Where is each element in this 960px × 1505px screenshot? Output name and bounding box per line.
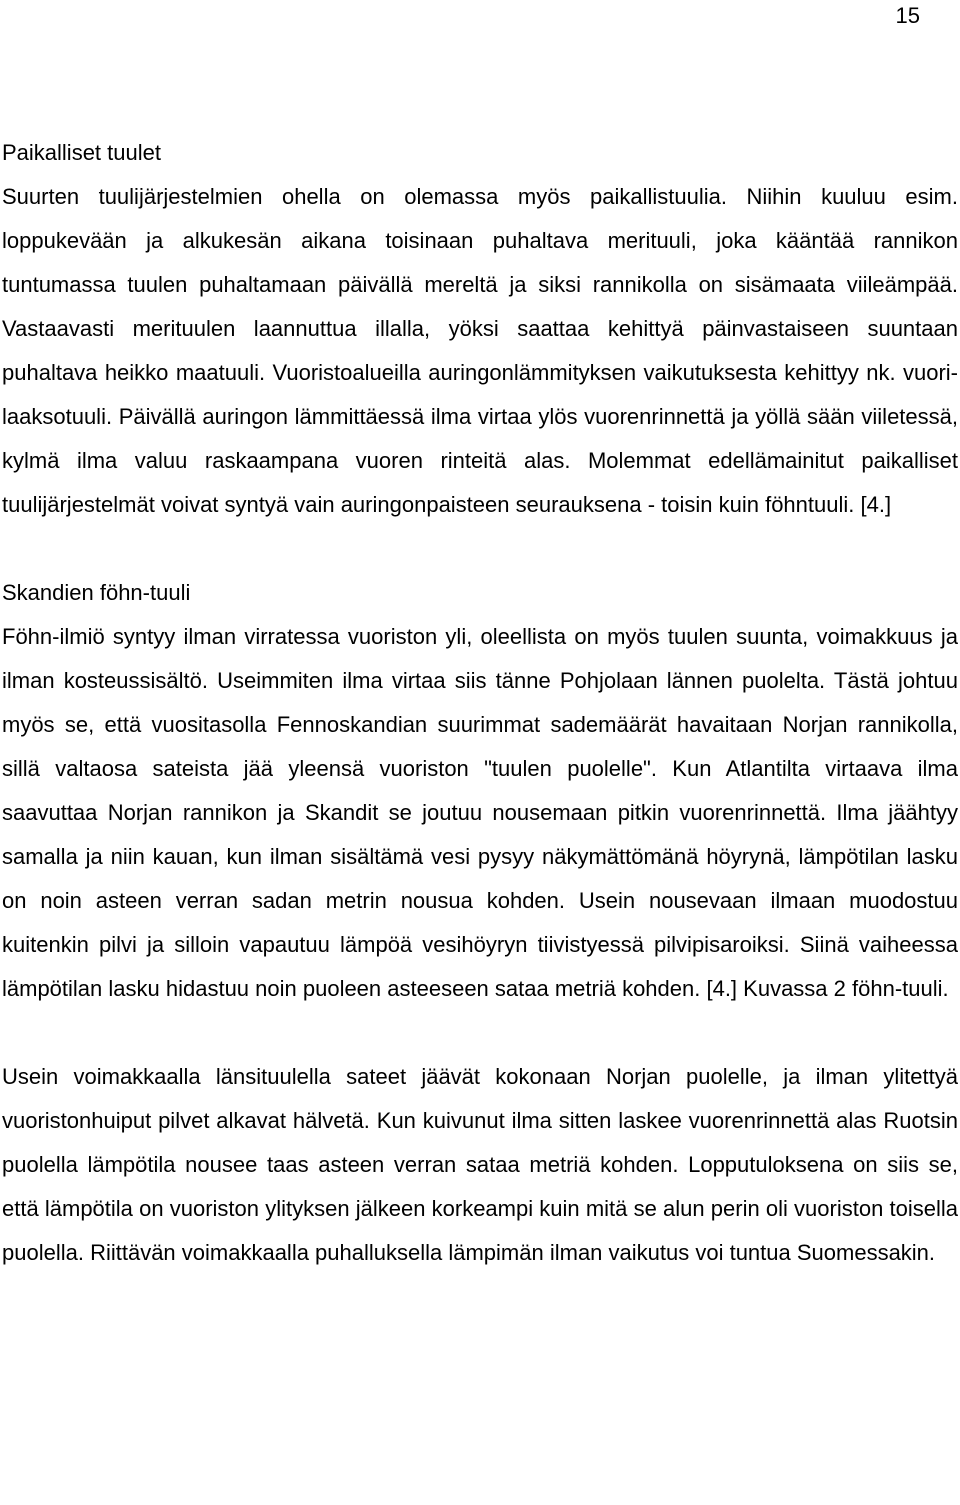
section-heading: Skandien föhn-tuuli	[2, 580, 191, 605]
section-heading: Paikalliset tuulet	[2, 140, 161, 165]
document-body	[2, 131, 958, 1275]
section-local-winds	[2, 131, 958, 527]
page-number: 15	[895, 3, 920, 28]
paragraph: Suurten tuulijärjestelmien ohella on olemassa myös paikallistuulia. Niihin kuuluu esim. loppukevään ja alkukesän aikana toisinaan puhaltava merituuli, joka kääntää rannikon tuntumassa tuulen puhaltamaan päivällä mereltä ja siksi rannikolla on sisämaata viileämpää. Vastaavasti merituulen laannuttua illalla, yöksi saattaa kehittyä päinvastaiseen suuntaan puhaltava heikko maatuuli. Vuoristoalueilla auringonlämmityksen vaikutuksesta kehittyy nk. vuori-laaksotuuli. Päivällä auringon lämmittäessä ilma virtaa ylös vuorenrinnettä ja yöllä sään viiletessä, kylmä ilma valuu raskaampana vuoren rinteitä alas. Molemmat edellämainitut paikalliset tuulijärjestelmät voivat syntyä vain auringonpaisteen seurauksena - toisin kuin föhntuuli. [4.]	[2, 184, 958, 517]
section-foehn-wind	[2, 571, 958, 1275]
section-spacer	[2, 527, 958, 571]
paragraph: Föhn-ilmiö syntyy ilman virratessa vuoriston yli, oleellista on myös tuulen suunta, voimakkuus ja ilman kosteussisältö. Useimmiten ilma virtaa siis tänne Pohjolaan lännen puolelta. Tästä johtuu myös se, että vuositasolla Fennoskandian suurimmat sademäärät havaitaan Norjan rannikolla, sillä valtaosa sateista jää yleensä vuoriston "tuulen puolelle". Kun Atlantilta virtaava ilma saavuttaa Norjan rannikon ja Skandit se joutuu nousemaan pitkin vuorenrinnettä. Ilma jäähtyy samalla ja niin kauan, kun ilman sisältämä vesi pysyy näkymättömänä höyrynä, lämpötilan lasku on noin asteen verran sadan metrin nousua kohden. Usein nousevaan ilmaan muodostuu kuitenkin pilvi ja silloin vapautuu lämpöä vesihöyryn tiivistyessä pilvipisaroiksi. Siinä vaiheessa lämpötilan lasku hidastuu noin puoleen asteeseen sataa metriä kohden. [4.] Kuvassa 2 föhn-tuuli.	[2, 624, 958, 1001]
paragraph-spacer	[2, 1011, 958, 1055]
paragraph: Usein voimakkaalla länsituulella sateet jäävät kokonaan Norjan puolelle, ja ilman ylitettyä vuoristonhuiput pilvet alkavat hälvetä. Kun kuivunut ilma sitten laskee vuorenrinnettä alas Ruotsin puolella lämpötila nousee taas asteen verran sataa metriä kohden. Lopputuloksena on siis se, että lämpötila on vuoriston ylityksen jälkeen korkeampi kuin mitä se alun perin oli vuoriston toisella puolella. Riittävän voimakkaalla puhalluksella lämpimän ilman vaikutus voi tuntua Suomessakin.	[2, 1064, 958, 1265]
